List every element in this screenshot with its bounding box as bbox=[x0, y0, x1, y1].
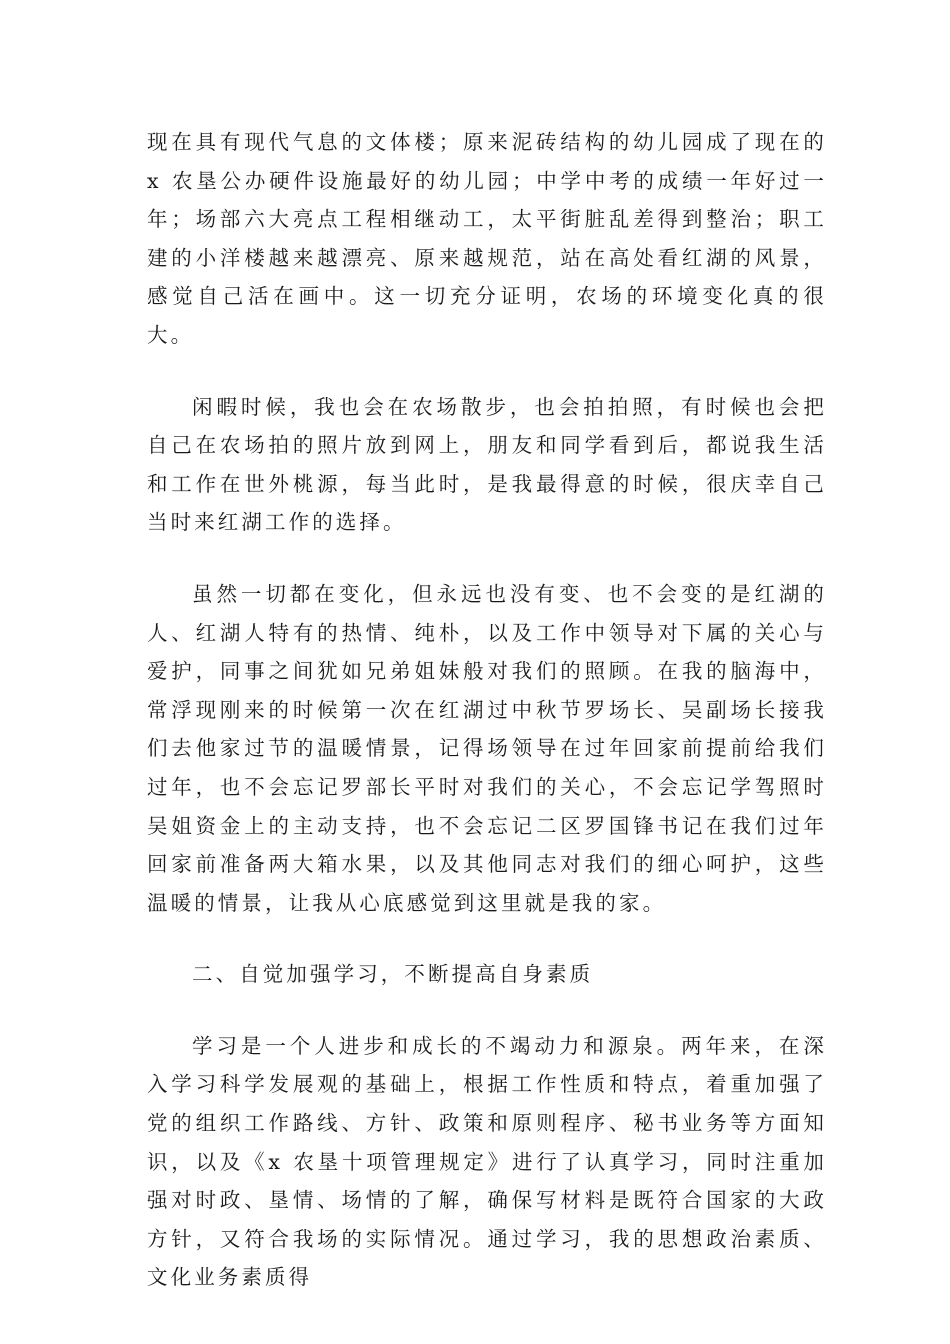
paragraph-leisure-time: 闲暇时候，我也会在农场散步，也会拍拍照，有时候也会把自己在农场拍的照片放到网上，朋友和同学看到后，都说我生活和工作在世外桃源，每当此时，是我最得意的时候，很庆幸自己当时来红湖工作的选择。 bbox=[147, 394, 827, 535]
paragraph-study: 学习是一个人进步和成长的不竭动力和源泉。两年来，在深入学习科学发展观的基础上，根据工作性质和特点，着重加强了党的组织工作路线、方针、政策和原则程序、秘书业务等方面知识，以及《x 农垦十项管理规定》进行了认真学习，同时注重加强对时政、垦情、场情的了解，确保写材料是既符合国家的大政方针，又符合我场的实际情况。通过学习，我的思想政治素质、文化业务素质得 bbox=[147, 1033, 827, 1290]
paragraph-gap bbox=[147, 355, 827, 388]
paragraph-gap bbox=[147, 994, 827, 1027]
section-heading: 二、自觉加强学习，不断提高自身素质 bbox=[192, 962, 594, 987]
paragraph-environment-changes: 现在具有现代气息的文体楼；原来泥砖结构的幼儿园成了现在的 x 农垦公办硬件设施最好的幼儿园；中学中考的成绩一年好过一年；场部六大亮点工程相继动工，太平街脏乱差得到整治；职工建的小洋楼越来越漂亮、原来越规范，站在高处看红湖的风景，感觉自己活在画中。这一切充分证明，农场的环境变化真的很大。 bbox=[147, 130, 827, 347]
document-body bbox=[147, 123, 827, 1297]
paragraph-gap bbox=[147, 542, 827, 575]
paragraph-gap bbox=[147, 922, 827, 955]
paragraph-warmth-of-people: 虽然一切都在变化，但永远也没有变、也不会变的是红湖的人、红湖人特有的热情、纯朴，以及工作中领导对下属的关心与爱护，同事之间犹如兄弟姐妹般对我们的照顾。在我的脑海中，常浮现刚来的时候第一次在红湖过中秋节罗场长、吴副场长接我们去他家过节的温暖情景，记得场领导在过年回家前提前给我们过年，也不会忘记罗部长平时对我们的关心，不会忘记学驾照时吴姐资金上的主动支持，也不会忘记二区罗国锋书记在我们过年回家前准备两大箱水果，以及其他同志对我们的细心呵护，这些温暖的情景，让我从心底感觉到这里就是我的家。 bbox=[147, 581, 827, 915]
